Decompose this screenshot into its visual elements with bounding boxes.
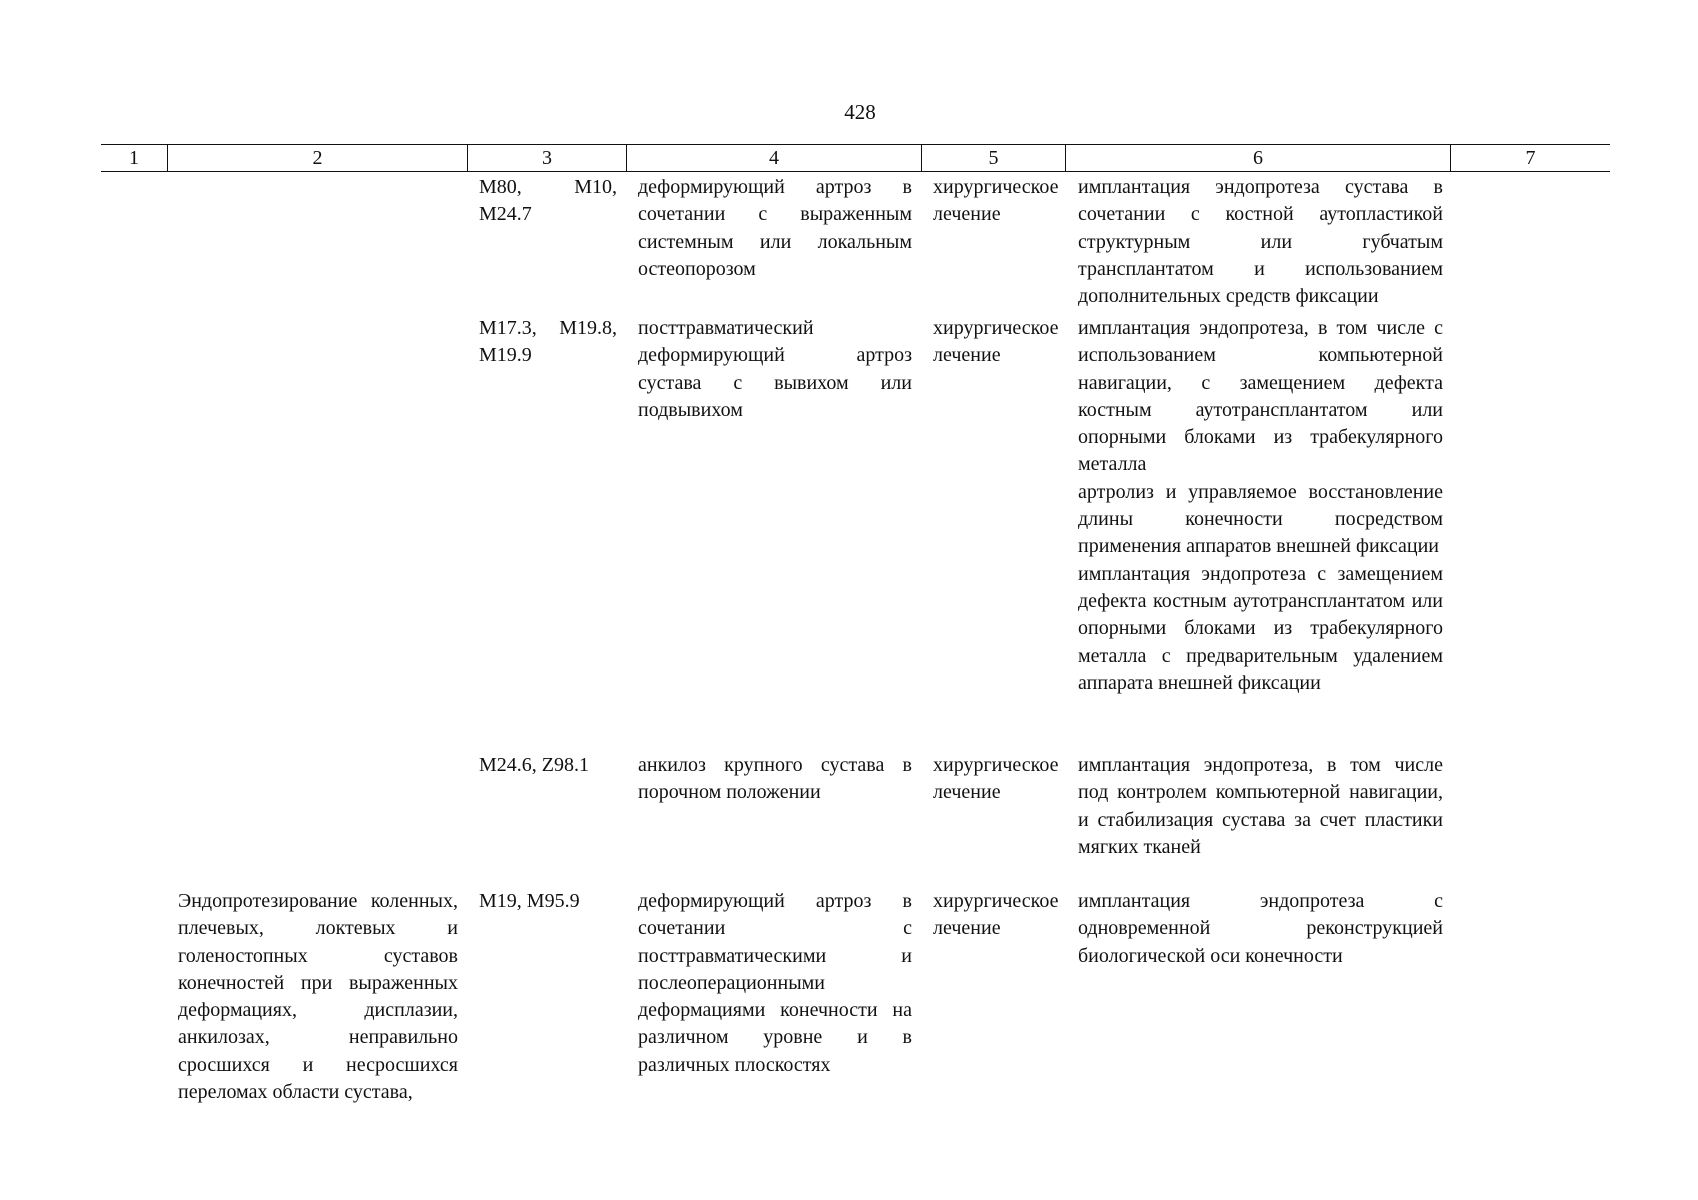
row3-codes: M24.6, Z98.1 [479,754,589,776]
col-header-4: 4 [626,145,921,171]
row3-method-1: имплантация эндопротеза, в том числе под контролем компьютерной навигации, и стабилизация сустава за счет пластики мягких тканей [1078,754,1443,858]
col-header-3: 3 [467,145,626,171]
col-header-1: 1 [129,147,139,169]
row1-disease: деформирующий артроз в сочетании с выраженным системным или локальным остеопорозом [638,176,912,280]
row2-treatment-type: хирургическое лечение [933,317,1059,367]
col-header-7: 7 [1450,145,1610,171]
row3-methods [1078,752,1443,861]
row1-methods [1078,174,1443,310]
row4-procedure: Эндопротезирование коленных, плечевых, локтевых и голеностопных суставов конечностей при выраженных деформациях, дисплазии, анкилозах, неправильно сросшихся и несросшихся переломах области сустава, [178,890,458,1104]
row2-method-3: имплантация эндопротеза с замещением дефекта костным аутотрансплантатом или опорными блоками из трабекулярного металла с предварительным удалением аппарата внешней фиксации [1078,562,1443,694]
row4-treatment-type: хирургическое лечение [933,890,1059,940]
row3-treatment-type: хирургическое лечение [933,754,1059,804]
row4-methods [1078,888,1443,970]
col-header-6: 6 [1065,145,1450,171]
row1-treatment-type: хирургическое лечение [933,176,1059,226]
row2-methods [1078,315,1443,697]
col-header-5: 5 [921,145,1065,171]
page-number: 428 [844,100,876,124]
row2-method-2: артролиз и управляемое восстановление длины конечности посредством применения аппаратов внешней фиксации [1078,480,1443,558]
row2-method-1: имплантация эндопротеза, в том числе с использованием компьютерной навигации, с замещением дефекта костным аутотрансплантатом или опорными блоками из трабекулярного металла [1078,317,1443,476]
row2-disease: посттравматический деформирующий артроз сустава с вывихом или подвывихом [638,317,912,421]
row4-codes: M19, M95.9 [479,890,580,912]
col-header-2: 2 [167,145,467,171]
row2-codes: M17.3, M19.8, M19.9 [479,317,617,367]
table-header [101,144,1610,172]
row4-disease: деформирующий артроз в сочетании с посттравматическими и послеоперационными деформациями конечности на различном уровне и в различных плоскостях [638,890,912,1076]
row1-codes: M80, M10, M24.7 [479,176,617,226]
row3-disease: анкилоз крупного сустава в порочном положении [638,754,912,804]
row1-method-1: имплантация эндопротеза сустава в сочетании с костной аутопластикой структурным или губчатым трансплантатом и использованием дополнительных средств фиксации [1078,176,1443,308]
row4-method-1: имплантация эндопротеза с одновременной реконструкцией биологической оси конечности [1078,890,1443,967]
